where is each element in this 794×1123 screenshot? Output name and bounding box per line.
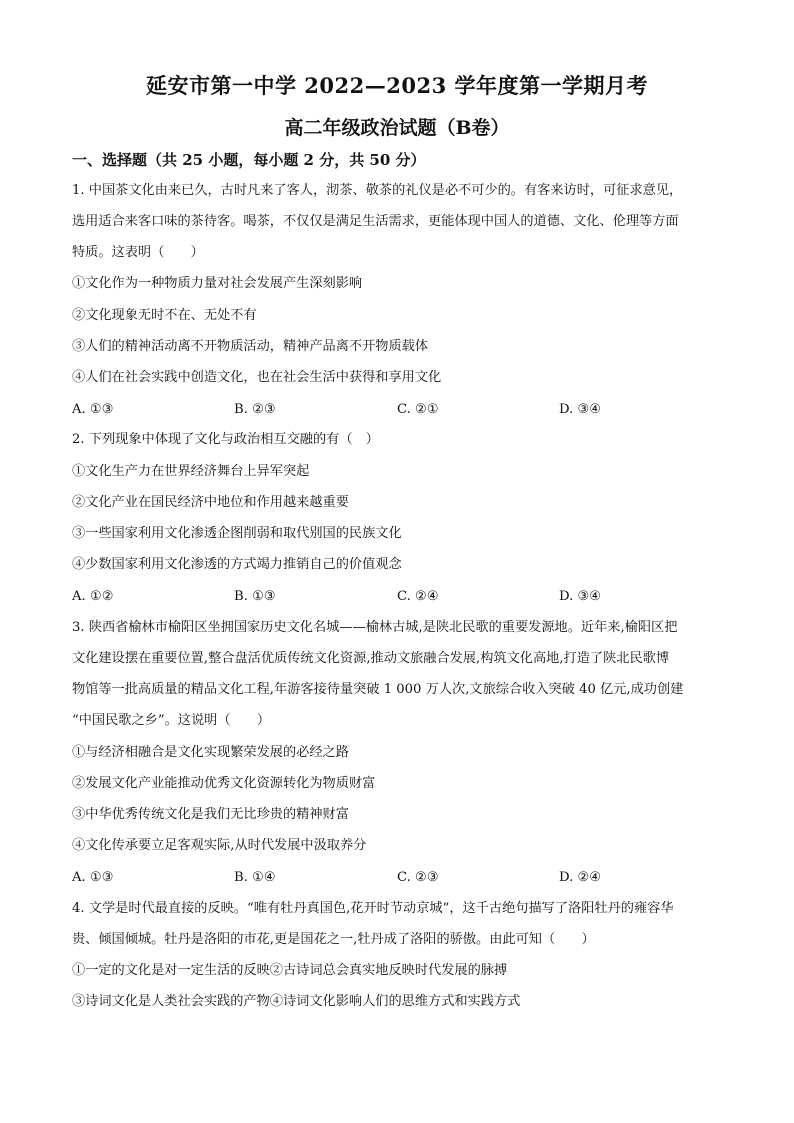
- exam-title: 延安市第一中学 2022—2023 学年度第一学期月考: [145, 73, 648, 98]
- question-text-line: 物馆等一批高质量的精品文化工程,年游客接待量突破 1 000 万人次,文旅综合收入突破 40 亿元,成功创建: [72, 682, 684, 697]
- option-b[interactable]: B. ①③: [234, 589, 276, 604]
- option-b[interactable]: B. ①④: [234, 870, 276, 885]
- statement: ②文化现象无时不在、无处不有: [72, 308, 257, 323]
- statement: ④文化传承要立足客观实际,从时代发展中汲取养分: [72, 838, 367, 853]
- question-text-line: 2. 下列现象中体现了文化与政治相互交融的有（ ）: [72, 432, 379, 447]
- option-b[interactable]: B. ②③: [234, 402, 276, 417]
- statement: ①与经济相融合是文化实现繁荣发展的必经之路: [72, 745, 349, 760]
- statement: ②文化产业在国民经济中地位和作用越来越重要: [72, 495, 349, 510]
- option-c[interactable]: C. ②①: [397, 402, 439, 417]
- option-d[interactable]: D. ②④: [559, 870, 602, 885]
- statement: ③诗词文化是人类社会实践的产物④诗词文化影响人们的思维方式和实践方式: [72, 994, 521, 1009]
- option-d[interactable]: D. ③④: [559, 402, 602, 417]
- question-text-line: 1. 中国茶文化由来已久，古时凡来了客人，沏茶、敬茶的礼仪是必不可少的。有客来访时，可征求意见，: [72, 183, 683, 198]
- statement: ④少数国家利用文化渗透的方式竭力推销自己的价值观念: [72, 557, 402, 572]
- option-c[interactable]: C. ②④: [397, 589, 439, 604]
- option-a[interactable]: A. ①③: [72, 870, 114, 885]
- statement: ③中华优秀传统文化是我们无比珍贵的精神财富: [72, 807, 349, 822]
- statement: ①文化作为一种物质力量对社会发展产生深刻影响: [72, 276, 363, 291]
- option-c[interactable]: C. ②③: [397, 870, 439, 885]
- statement: ①一定的文化是对一定生活的反映②古诗词总会真实地反映时代发展的脉搏: [72, 963, 508, 978]
- question-text-line: 贵、倾国倾城。牡丹是洛阳的市花,更是国花之一,牡丹成了洛阳的骄傲。由此可知（ ）: [72, 932, 595, 947]
- option-a[interactable]: A. ①②: [72, 589, 114, 604]
- exam-subtitle: 高二年级政治试题（B卷）: [284, 117, 510, 139]
- question-text-line: “中国民歌之乡”。这说明（ ）: [72, 713, 271, 728]
- statement: ③一些国家利用文化渗透企图削弱和取代别国的民族文化: [72, 526, 402, 541]
- statement: ②发展文化产业能推动优秀文化资源转化为物质财富: [72, 776, 376, 791]
- statement: ①文化生产力在世界经济舞台上异军突起: [72, 464, 310, 479]
- section-heading: 一、选择题（共 25 小题，每小题 2 分，共 50 分）: [72, 151, 426, 169]
- question-text-line: 3. 陕西省榆林市榆阳区坐拥国家历史文化名城——榆林古城,是陕北民歌的重要发源地。近年来,榆阳区把: [72, 620, 678, 635]
- question-text-line: 4. 文学是时代最直接的反映。“唯有牡丹真国色,花开时节动京城”，这千古绝句描写了洛阳牡丹的雍容华: [72, 901, 674, 916]
- question-text-line: 特质。这表明（ ）: [72, 245, 204, 260]
- statement: ③人们的精神活动离不开物质活动，精神产品离不开物质载体: [72, 339, 429, 354]
- statement: ④人们在社会实践中创造文化，也在社会生活中获得和享用文化: [72, 370, 442, 385]
- question-text-line: 文化建设摆在重要位置,整合盘活优质传统文化资源,推动文旅融合发展,构筑文化高地,打造了陕北民歌博: [72, 651, 670, 666]
- option-a[interactable]: A. ①③: [72, 402, 114, 417]
- question-text-line: 选用适合来客口味的茶待客。喝茶，不仅仅是满足生活需求，更能体现中国人的道德、文化、伦理等方面: [72, 214, 679, 229]
- option-d[interactable]: D. ③④: [559, 589, 602, 604]
